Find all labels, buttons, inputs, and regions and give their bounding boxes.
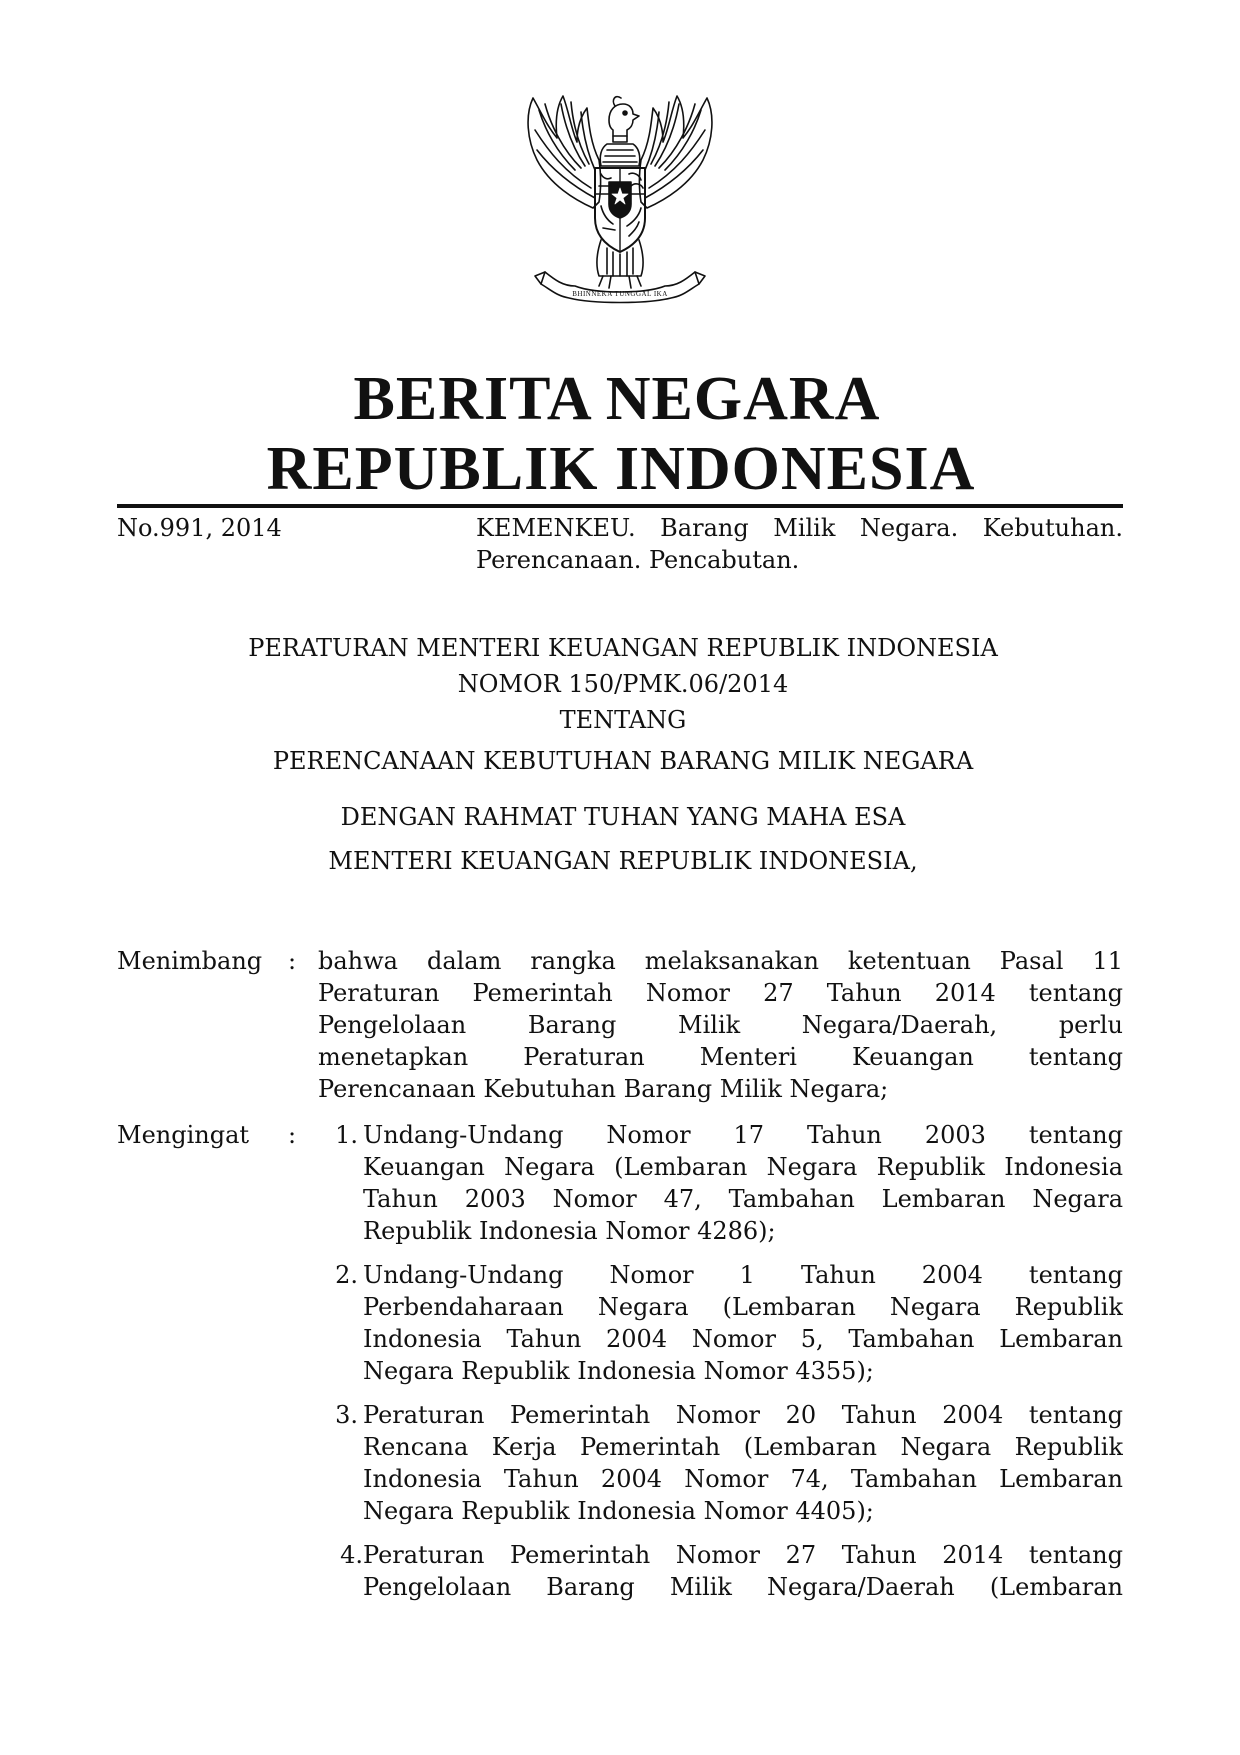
list-item [363, 1119, 1123, 1247]
paragraph-line: Pengelolaan Barang Milik Negara/Daerah, perlu [318, 1011, 1123, 1039]
paragraph-line: Indonesia Tahun 2004 Nomor 74, Tambahan Lembaran [363, 1465, 1123, 1493]
list-item-number: 1. [335, 1121, 358, 1149]
paragraph-line: Rencana Kerja Pemerintah (Lembaran Negara Republik [363, 1433, 1123, 1461]
issuer-line: MENTERI KEUANGAN REPUBLIK INDONESIA, [328, 847, 918, 875]
emblem-motto: BHINNEKA TUNGGAL IKA [572, 290, 668, 298]
gazette-subject-line2: Perencanaan. Pencabutan. [476, 546, 800, 574]
paragraph-line: menetapkan Peraturan Menteri Keuangan tentang [318, 1043, 1123, 1071]
paragraph-line: Keuangan Negara (Lembaran Negara Republik Indonesia [363, 1153, 1123, 1181]
paragraph-line: Perbendaharaan Negara (Lembaran Negara Republik [363, 1293, 1123, 1321]
paragraph-line: Undang-Undang Nomor 1 Tahun 2004 tentang [363, 1261, 1123, 1289]
list-item [363, 1539, 1123, 1603]
menimbang-label: Menimbang [117, 947, 263, 975]
regulation-subject: PERENCANAAN KEBUTUHAN BARANG MILIK NEGARA [272, 747, 974, 775]
paragraph-line: Indonesia Tahun 2004 Nomor 5, Tambahan Lembaran [363, 1325, 1123, 1353]
paragraph-line: Pengelolaan Barang Milik Negara/Daerah (Lembaran [363, 1573, 1123, 1601]
regulation-about: TENTANG [559, 706, 687, 734]
gazette-number: No.991, 2014 [117, 514, 282, 542]
regulation-number: NOMOR 150/PMK.06/2014 [457, 670, 789, 698]
paragraph-line: Peraturan Pemerintah Nomor 27 Tahun 2014 tentang [363, 1541, 1123, 1569]
regulation-title: PERATURAN MENTERI KEUANGAN REPUBLIK INDONESIA [248, 634, 998, 662]
list-item-number: 4. [340, 1541, 363, 1569]
invocation-line: DENGAN RAHMAT TUHAN YANG MAHA ESA [340, 803, 906, 831]
paragraph-line: Undang-Undang Nomor 17 Tahun 2003 tentang [363, 1121, 1123, 1149]
paragraph-line: Peraturan Pemerintah Nomor 27 Tahun 2014 tentang [318, 979, 1123, 1007]
menimbang-paragraph [318, 945, 1123, 1105]
paragraph-line: bahwa dalam rangka melaksanakan ketentuan Pasal 11 [318, 947, 1123, 975]
paragraph-line: Negara Republik Indonesia Nomor 4355); [363, 1357, 874, 1385]
list-item [363, 1399, 1123, 1527]
list-item-number: 2. [335, 1261, 358, 1289]
gazette-subject-line1: KEMENKEU. Barang Milik Negara. Kebutuhan. [476, 514, 1123, 542]
gazette-subject [476, 512, 1123, 576]
menimbang-colon: : [288, 947, 297, 975]
list-item-number: 3. [335, 1401, 358, 1429]
garuda-emblem-icon [515, 90, 725, 305]
mengingat-colon: : [288, 1121, 297, 1149]
masthead-rule [117, 504, 1123, 508]
paragraph-line: Tahun 2003 Nomor 47, Tambahan Lembaran Negara [363, 1185, 1123, 1213]
paragraph-line: Perencanaan Kebutuhan Barang Milik Negara; [318, 1075, 889, 1103]
paragraph-line: Peraturan Pemerintah Nomor 20 Tahun 2004 tentang [363, 1401, 1123, 1429]
masthead-title-line1: BERITA NEGARA [353, 365, 881, 433]
mengingat-label: Mengingat [117, 1121, 250, 1149]
paragraph-line: Negara Republik Indonesia Nomor 4405); [363, 1497, 874, 1525]
list-item [363, 1259, 1123, 1387]
paragraph-line: Republik Indonesia Nomor 4286); [363, 1217, 776, 1245]
masthead-title-line2: REPUBLIK INDONESIA [266, 435, 976, 503]
